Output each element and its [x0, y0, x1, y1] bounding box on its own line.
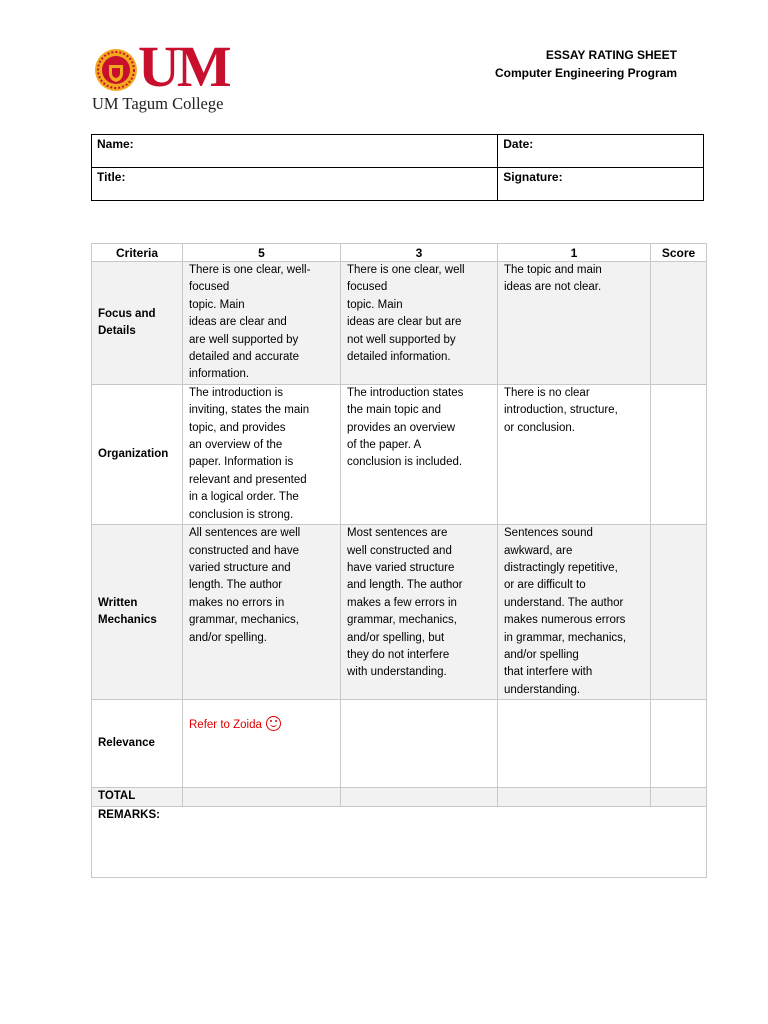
- um-tagum-logo: [92, 34, 252, 116]
- total-score-cell[interactable]: [651, 788, 707, 806]
- score-cell[interactable]: [651, 384, 707, 524]
- name-field[interactable]: Name:: [92, 135, 498, 168]
- rubric-row-mechanics: [92, 525, 707, 700]
- header-3: 3: [341, 244, 498, 262]
- smiley-icon: [266, 716, 281, 731]
- criteria-label: Relevance: [98, 736, 155, 749]
- descriptor-5: The introduction is inviting, states the main topic, and provides an overview of the paper. Information is relevant and presented in a logical order. The conclusion is strong.: [189, 386, 310, 521]
- score-cell[interactable]: [651, 700, 707, 788]
- descriptor-1: [498, 700, 651, 788]
- total-row: [92, 788, 707, 806]
- header-1: 1: [498, 244, 651, 262]
- student-info-table: [91, 134, 704, 201]
- score-cell[interactable]: [651, 525, 707, 700]
- rubric-header-row: [92, 244, 707, 262]
- descriptor-1: The topic and main ideas are not clear.: [504, 264, 602, 294]
- header-score: Score: [651, 244, 707, 262]
- program-name: Computer Engineering Program: [494, 66, 677, 80]
- college-seal-icon: [94, 48, 138, 92]
- criteria-label: Focus and Details: [98, 307, 156, 337]
- header-criteria: Criteria: [92, 244, 183, 262]
- descriptor-1: There is no clear introduction, structure, or conclusion.: [504, 386, 618, 434]
- descriptor-3: There is one clear, well focused topic. Main ideas are clear but are not well supported by detailed information.: [347, 264, 465, 364]
- descriptor-1: Sentences sound awkward, are distractingly repetitive, or are difficult to understand. The author makes numerous errors in grammar, mechanics, and/or spelling that interfere with understanding.: [504, 527, 627, 696]
- remarks-field[interactable]: REMARKS:: [92, 806, 707, 877]
- descriptor-3: The introduction states the main topic and provides an overview of the paper. A conclusion is included.: [347, 386, 464, 469]
- rubric-table: [91, 243, 707, 878]
- total-label: TOTAL: [92, 788, 183, 806]
- total-cell-3: [341, 788, 498, 806]
- criteria-label: Written Mechanics: [98, 596, 157, 627]
- total-cell-1: [498, 788, 651, 806]
- relevance-note-text: Refer to Zoida: [189, 719, 262, 732]
- document-header: [495, 46, 677, 82]
- rubric-row-focus: [92, 262, 707, 385]
- title-field[interactable]: Title:: [92, 168, 498, 201]
- signature-field[interactable]: Signature:: [498, 168, 704, 201]
- criteria-label: Organization: [98, 447, 169, 460]
- college-name: UM Tagum College: [92, 94, 224, 113]
- logo-mark: UM: [138, 34, 229, 99]
- descriptor-5: There is one clear, well- focused topic. Main ideas are clear and are well supported by detailed and accurate information.: [189, 264, 311, 381]
- total-cell-5: [183, 788, 341, 806]
- score-cell[interactable]: [651, 262, 707, 385]
- relevance-note: [189, 716, 281, 734]
- descriptor-5: All sentences are well constructed and have varied structure and length. The author makes no errors in grammar, mechanics, and/or spelling.: [189, 527, 301, 644]
- date-field[interactable]: Date:: [498, 135, 704, 168]
- header-5: 5: [183, 244, 341, 262]
- rubric-row-relevance: [92, 700, 707, 788]
- rubric-row-organization: [92, 384, 707, 524]
- descriptor-3: [341, 700, 498, 788]
- descriptor-3: Most sentences are well constructed and have varied structure and length. The author makes a few errors in grammar, mechanics, and/or spelling, but they do not interfere with understanding.: [347, 527, 463, 679]
- remarks-row: [92, 806, 707, 877]
- document-title: ESSAY RATING SHEET: [545, 48, 677, 62]
